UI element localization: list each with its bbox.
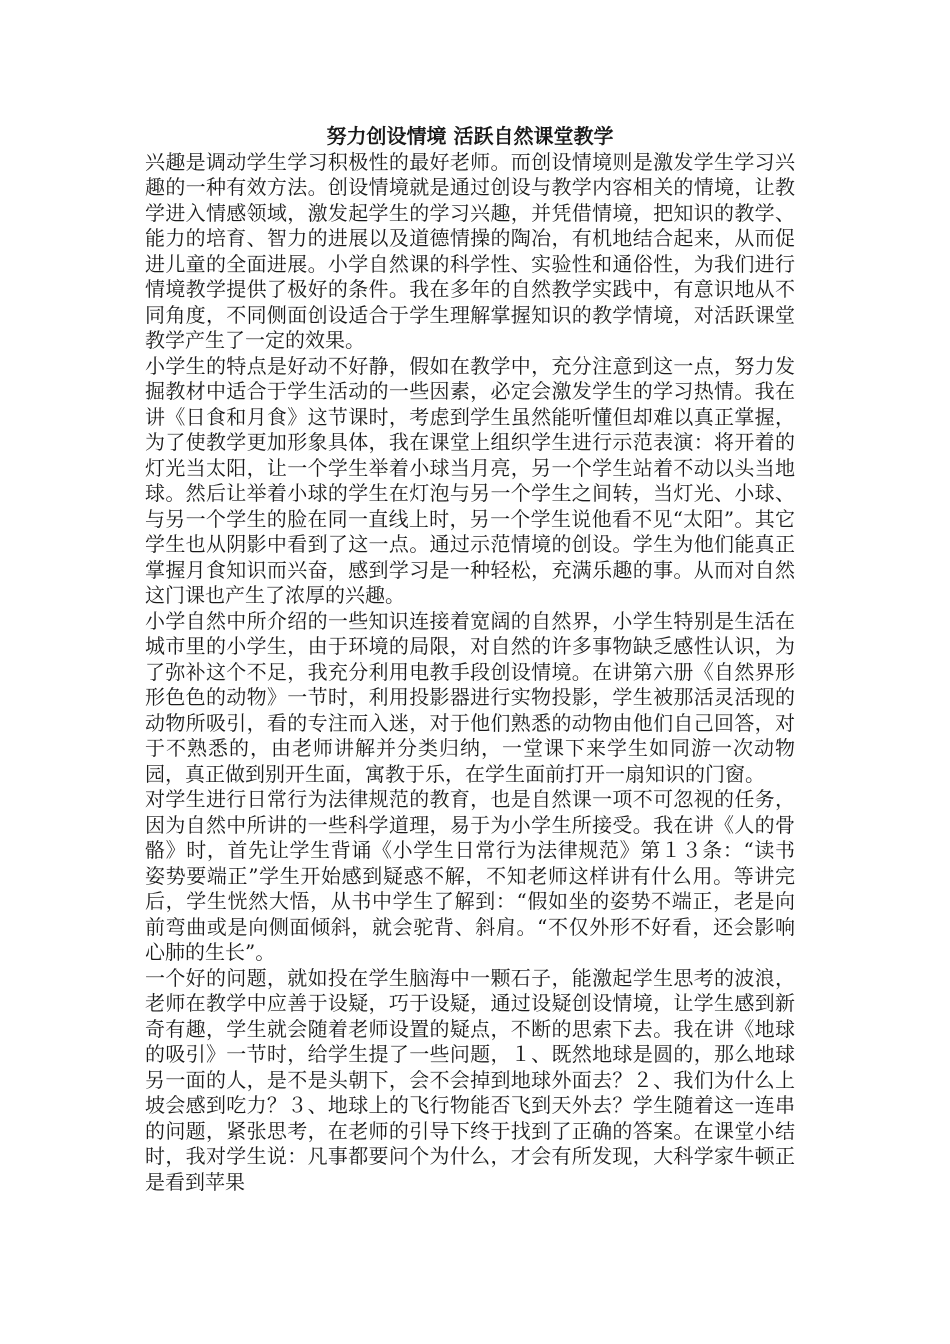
paragraph-4: 对学生进行日常行为法律规范的教育，也是自然课一项不可忽视的任务，因为自然中所讲的一些科学道理，易于为小学生所接受。我在讲《人的骨骼》时，首先让学生背诵《小学生日常行为法律规范》第１３条：“读书姿势要端正”学生开始感到疑惑不解，不知老师这样讲有什么用。等讲完后，学生恍然大悟，从书中学生了解到：“假如坐的姿势不端正，老是向前弯曲或是向侧面倾斜，就会驼背、斜肩。“不仅外形不好看，还会影响心肺的生长”。 <box>145 787 795 964</box>
paragraph-5: 一个好的问题，就如投在学生脑海中一颗石子，能激起学生思考的波浪，老师在教学中应善于设疑，巧于设疑，通过设疑创设情境，让学生感到新奇有趣，学生就会随着老师设置的疑点，不断的思索下去。我在讲《地球的吸引》一节时，给学生提了一些问题，１、既然地球是圆的，那么地球另一面的人，是不是头朝下，会不会掉到地球外面去？２、我们为什么上坡会感到吃力？３、地球上的飞行物能否飞到天外去？学生随着这一连串的问题，紧张思考，在老师的引导下终于找到了正确的答案。在课堂小结时，我对学生说：凡事都要问个为什么，才会有所发现，大科学家牛顿正是看到苹果 <box>145 965 795 1194</box>
paragraph-3: 小学自然中所介绍的一些知识连接着宽阔的自然界，小学生特别是生活在城市里的小学生，由于环境的局限，对自然的许多事物缺乏感性认识，为了弥补这个不足，我充分利用电教手段创设情境。在讲第六册《自然界形形色色的动物》一节时，利用投影器进行实物投影，学生被那活灵活现的动物所吸引，看的专注而入迷，对于他们熟悉的动物由他们自己回答，对于不熟悉的，由老师讲解并分类归纳，一堂课下来学生如同游一次动物园，真正做到别开生面，寓教于乐，在学生面前打开一扇知识的门窗。 <box>145 608 795 786</box>
paragraph-1: 兴趣是调动学生学习积极性的最好老师。而创设情境则是激发学生学习兴趣的一种有效方法。创设情境就是通过创设与教学内容相关的情境，让教学进入情感领域，激发起学生的学习兴趣，并凭借情境，把知识的教学、能力的培育、智力的进展以及道德情操的陶冶，有机地结合起来，从而促进儿童的全面进展。小学自然课的科学性、实验性和通俗性，为我们进行情境教学提供了极好的条件。我在多年的自然教学实践中，有意识地从不同角度，不同侧面创设适合于学生理解掌握知识的教学情境，对活跃课堂教学产生了一定的效果。 <box>145 149 795 352</box>
document-body <box>145 124 795 1195</box>
document-title: 努力创设情境 活跃自然课堂教学 <box>326 124 614 148</box>
paragraph-2: 小学生的特点是好动不好静，假如在教学中，充分注意到这一点，努力发掘教材中适合于学生活动的一些因素，必定会激发学生的学习热情。我在讲《日食和月食》这节课时，考虑到学生虽然能听懂但却难以真正掌握，为了使教学更加形象具体，我在课堂上组织学生进行示范表演：将开着的灯光当太阳，让一个学生举着小球当月亮，另一个学生站着不动以头当地球。然后让举着小球的学生在灯泡与另一个学生之间转，当灯光、小球、与另一个学生的脸在同一直线上时，另一个学生说他看不见“太阳”。其它学生也从阴影中看到了这一点。通过示范情境的创设。学生为他们能真正掌握月食知识而兴奋，感到学习是一种轻松，充满乐趣的事。从而对自然这门课也产生了浓厚的兴趣。 <box>145 353 795 607</box>
